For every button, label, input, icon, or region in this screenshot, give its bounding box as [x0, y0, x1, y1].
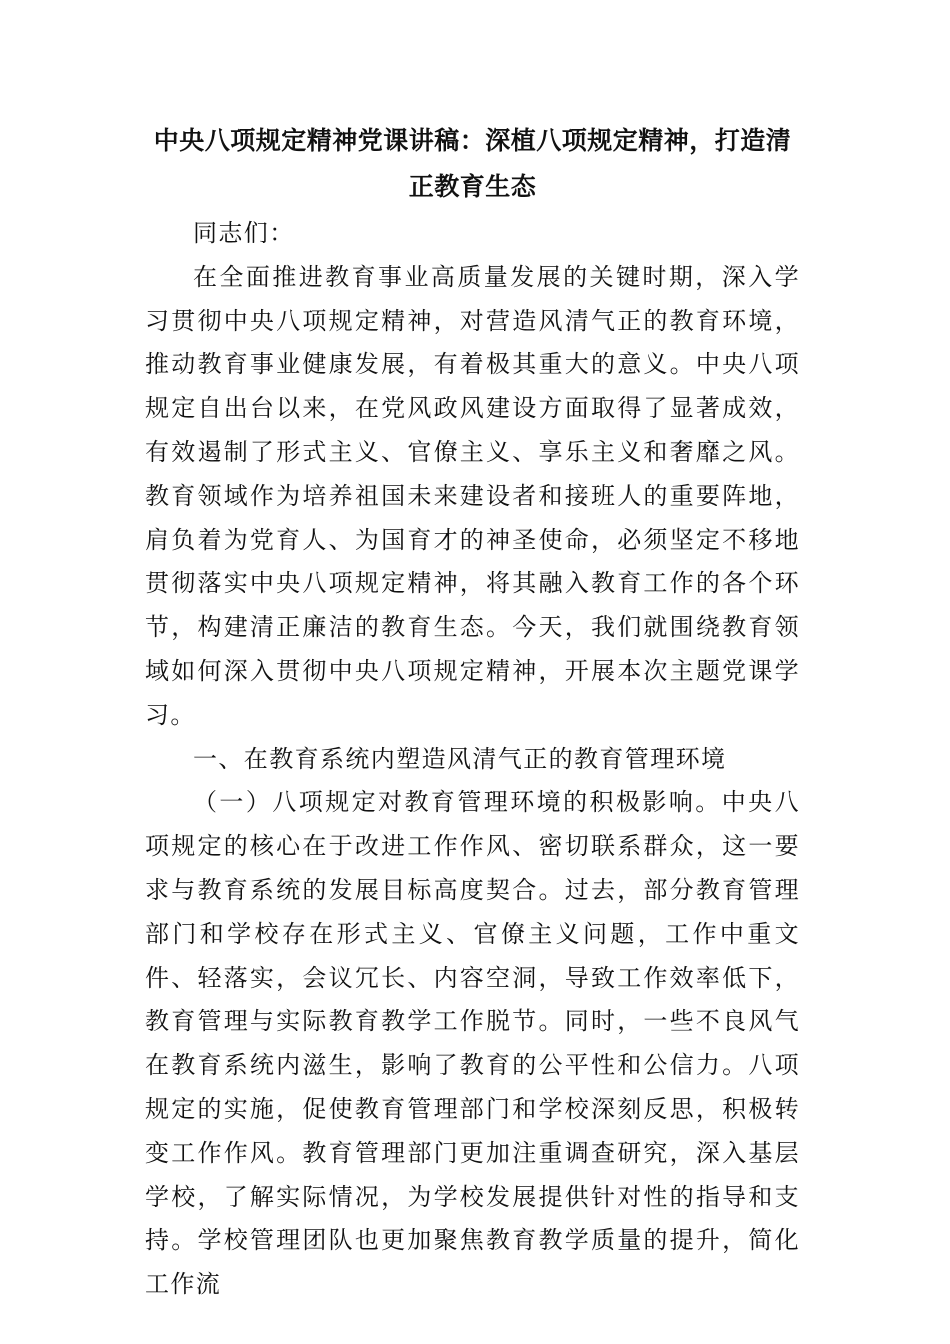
document-title: 中央八项规定精神党课讲稿：深植八项规定精神，打造清正教育生态: [153, 126, 792, 201]
salutation: 同志们：: [193, 219, 295, 247]
intro-paragraph: 在全面推进教育事业高质量发展的关键时期，深入学习贯彻中央八项规定精神，对营造风清气正的教育环境，推动教育事业健康发展，有着极其重大的意义。中央八项规定自出台以来，在党风政风建设方面取得了显著成效，有效遏制了形式主义、官僚主义、享乐主义和奢靡之风。教育领域作为培养祖国未来建设者和接班人的重要阵地，肩负着为党育人、为国育才的神圣使命，必须坚定不移地贯彻落实中央八项规定精神，将其融入教育工作的各个环节，构建清正廉洁的教育生态。今天，我们就围绕教育领域如何深入贯彻中央八项规定精神，开展本次主题党课学习。: [145, 262, 800, 729]
document-body: [145, 118, 800, 1307]
subsection-paragraph-1: （一）八项规定对教育管理环境的积极影响。中央八项规定的核心在于改进工作作风、密切联系群众，这一要求与教育系统的发展目标高度契合。过去，部分教育管理部门和学校存在形式主义、官僚主义问题，工作中重文件、轻落实，会议冗长、内容空洞，导致工作效率低下，教育管理与实际教育教学工作脱节。同时，一些不良风气在教育系统内滋生，影响了教育的公平性和公信力。八项规定的实施，促使教育管理部门和学校深刻反思，积极转变工作作风。教育管理部门更加注重调查研究，深入基层学校，了解实际情况，为学校发展提供针对性的指导和支持。学校管理团队也更加聚焦教育教学质量的提升，简化工作流: [145, 788, 800, 1299]
section-heading-1: 一、在教育系统内塑造风清气正的教育管理环境: [193, 744, 727, 773]
